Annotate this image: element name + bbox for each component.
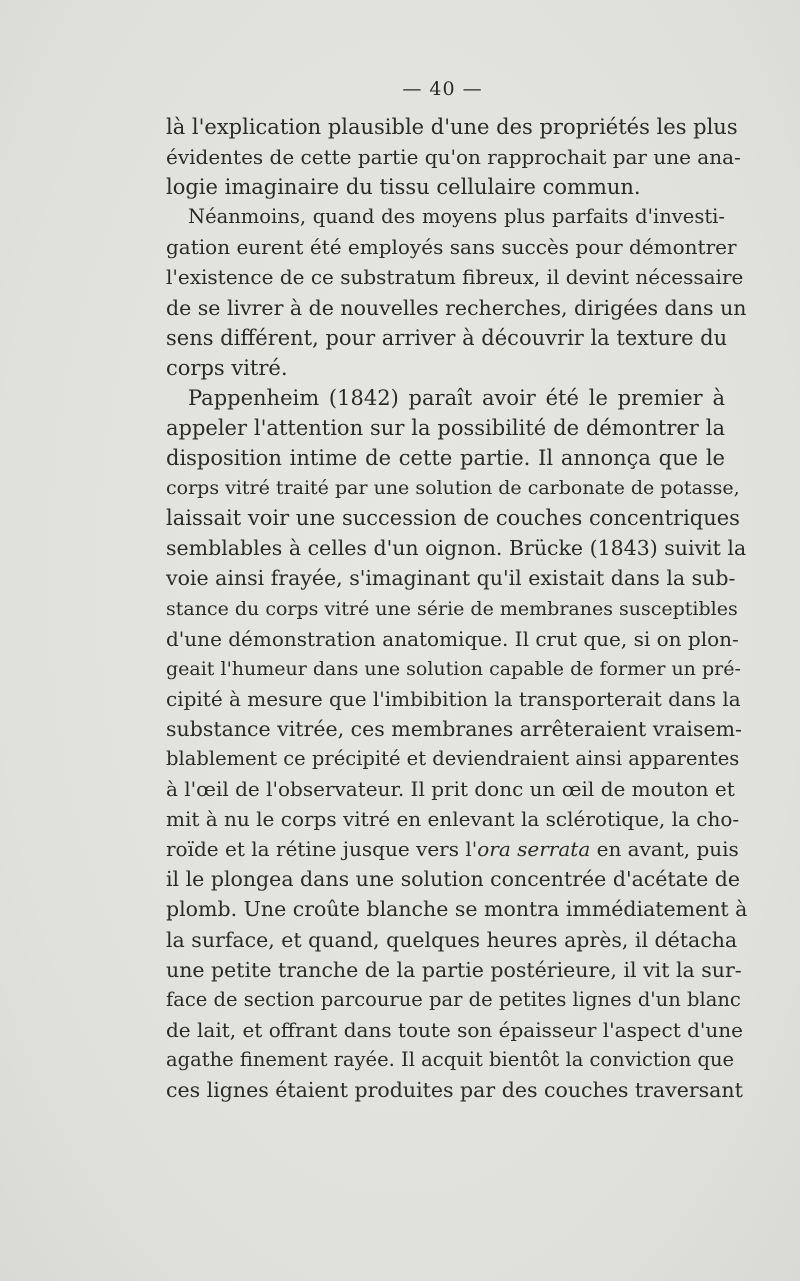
- text-line: corps vitré.: [166, 355, 288, 380]
- text-line: plomb. Une croûte blanche se montra immédiatement à: [166, 897, 748, 922]
- text-line: de se livrer à de nouvelles recherches, dirigées dans un: [166, 295, 747, 320]
- text-line: ces lignes étaient produites par des couches traversant: [166, 1078, 743, 1102]
- text-line: geait l'humeur dans une solution capable de former un pré-: [166, 657, 741, 680]
- text-line: agathe finement rayée. Il acquit bientôt la conviction que: [166, 1047, 735, 1071]
- text-line: semblables à celles d'un oignon. Brücke (1843) suivit la: [166, 536, 747, 561]
- text-line: disposition intime de cette partie. Il annonça que le: [166, 446, 725, 471]
- text-line: logie imaginaire du tissu cellulaire commun.: [166, 175, 641, 200]
- text-line: appeler l'attention sur la possibilité de démontrer la: [166, 415, 725, 440]
- text-segment: en avant, puis: [590, 837, 739, 862]
- text-line: stance du corps vitré une série de membranes susceptibles: [166, 597, 738, 620]
- text-line: la surface, et quand, quelques heures après, il détacha: [166, 927, 738, 952]
- text-line: de lait, et offrant dans toute son épaisseur l'aspect d'une: [166, 1017, 744, 1042]
- text-line: laissait voir une succession de couches concentriques: [166, 506, 740, 531]
- text-line: il le plongea dans une solution concentrée d'acétate de: [166, 867, 741, 892]
- text-segment: roïde et la rétine jusque vers l': [166, 837, 478, 862]
- text-line: Néanmoins, quand des moyens plus parfaits d'investi-: [188, 205, 725, 229]
- text-line: face de section parcourue par de petites lignes d'un blanc: [166, 987, 741, 1011]
- text-line: blablement ce précipité et deviendraient ainsi apparentes: [166, 746, 740, 770]
- text-line: corps vitré traité par une solution de carbonate de potasse,: [166, 477, 740, 500]
- text-line: évidentes de cette partie qu'on rapprochait par une ana-: [166, 145, 741, 170]
- text-line: substance vitrée, ces membranes arrêteraient vraisem-: [166, 716, 742, 741]
- text-line: d'une démonstration anatomique. Il crut que, si on plon-: [166, 626, 739, 651]
- text-line: [166, 834, 739, 864]
- body-text: [166, 112, 748, 1105]
- text-line: voie ainsi frayée, s'imaginant qu'il existait dans la sub-: [166, 566, 736, 591]
- text-line: cipité à mesure que l'imbibition la transporterait dans la: [166, 686, 741, 711]
- text-line: l'existence de ce substratum fibreux, il devint nécessaire: [166, 265, 744, 290]
- text-line: à l'œil de l'observateur. Il prit donc un œil de mouton et: [166, 777, 735, 802]
- text-line: une petite tranche de la partie postérieure, il vit la sur-: [166, 957, 742, 982]
- text-line: gation eurent été employés sans succès pour démontrer: [166, 235, 737, 260]
- text-line: là l'explication plausible d'une des propriétés les plus: [166, 115, 738, 139]
- page-number: — 40 —: [402, 78, 483, 100]
- text-line: Pappenheim (1842) paraît avoir été le premier à: [188, 385, 725, 410]
- text-line: mit à nu le corps vitré en enlevant la sclérotique, la cho-: [166, 807, 740, 832]
- italic-term: ora serrata: [477, 837, 591, 862]
- text-line: sens différent, pour arriver à découvrir la texture du: [166, 325, 728, 350]
